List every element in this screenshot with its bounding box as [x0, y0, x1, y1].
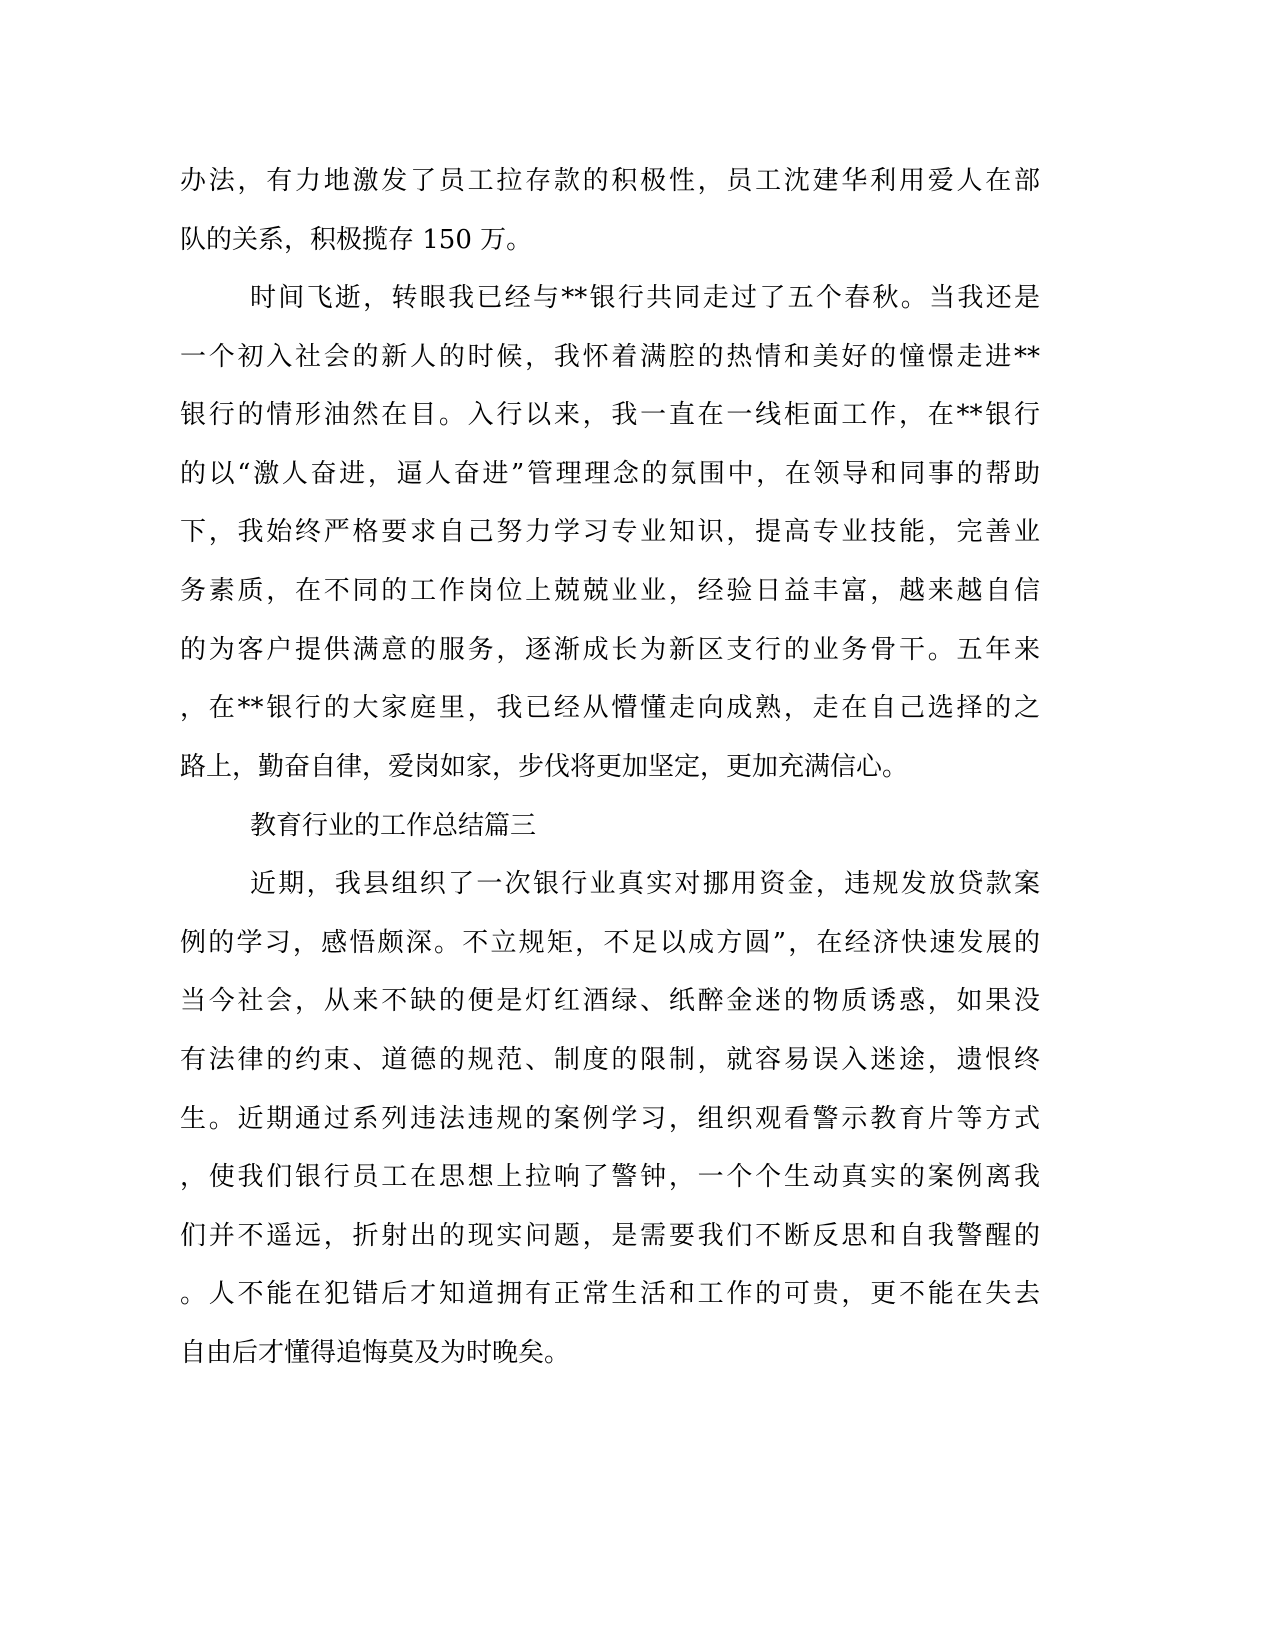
body-text-line: 的为客户提供满意的服务，逐渐成长为新区支行的业务骨干。五年来: [180, 635, 1040, 665]
body-text-line: 银行的情形油然在目。入行以来，我一直在一线柜面工作，在**银行: [180, 400, 1040, 430]
body-text-line: 们并不遥远，折射出的现实问题，是需要我们不断反思和自我警醒的: [180, 1221, 1040, 1251]
body-text-line: 生。近期通过系列违法违规的案例学习，组织观看警示教育片等方式: [180, 1104, 1040, 1134]
section-heading: 教育行业的工作总结篇三: [250, 811, 537, 841]
body-text-line: 自由后才懂得追悔莫及为时晚矣。: [180, 1338, 571, 1368]
body-text-line: 下，我始终严格要求自己努力学习专业知识，提高专业技能，完善业: [180, 517, 1040, 547]
body-text-line: 。人不能在犯错后才知道拥有正常生活和工作的可贵，更不能在失去: [180, 1279, 1040, 1309]
body-text-line: ，在**银行的大家庭里，我已经从懵懂走向成熟，走在自己选择的之: [180, 693, 1040, 723]
body-text-line: 有法律的约束、道德的规范、制度的限制，就容易误入迷途，遗恨终: [180, 1045, 1040, 1075]
body-text-line: ，使我们银行员工在思想上拉响了警钟，一个个生动真实的案例离我: [180, 1162, 1040, 1192]
body-text-line: 一个初入社会的新人的时候，我怀着满腔的热情和美好的憧憬走进**: [180, 342, 1040, 372]
body-text-line: 办法，有力地激发了员工拉存款的积极性，员工沈建华利用爱人在部: [180, 166, 1040, 196]
paragraph-first-line: 时间飞逝，转眼我已经与**银行共同走过了五个春秋。当我还是: [250, 283, 1040, 313]
body-text-line: 的以“激人奋进，逼人奋进”管理理念的氛围中，在领导和同事的帮助: [180, 459, 1040, 489]
body-text-line: 务素质，在不同的工作岗位上兢兢业业，经验日益丰富，越来越自信: [180, 576, 1040, 606]
body-text-line: 路上，勤奋自律，爱岗如家，步伐将更加坚定，更加充满信心。: [180, 752, 909, 782]
body-text-line: 队的关系，积极揽存 150 万。: [180, 225, 533, 255]
paragraph-first-line: 近期，我县组织了一次银行业真实对挪用资金，违规发放贷款案: [250, 869, 1040, 899]
body-text-line: 当今社会，从来不缺的便是灯红酒绿、纸醉金迷的物质诱惑，如果没: [180, 986, 1040, 1016]
body-text-line: 例的学习，感悟颇深。不立规矩，不足以成方圆”，在经济快速发展的: [180, 928, 1040, 958]
